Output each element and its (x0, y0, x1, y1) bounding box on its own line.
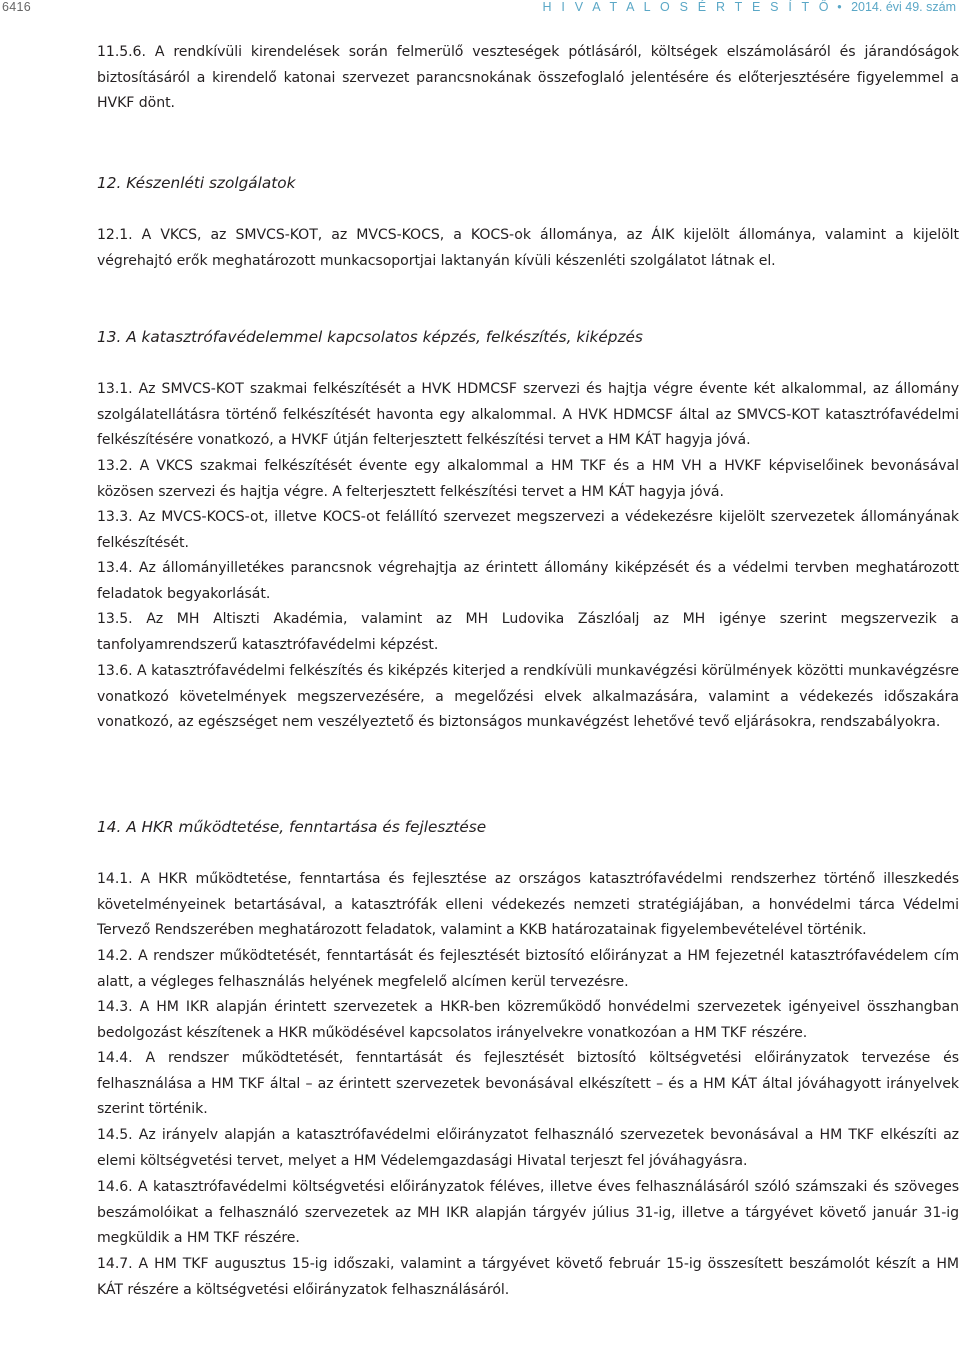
header-separator: • (837, 0, 842, 14)
paragraph-14-5: 14.5. Az irányelv alapján a katasztrófavédelmi előirányzatot felhasználó szervezetek bevonásával a HM TKF elkészíti az elemi költségvetési tervet, melyet a HM Védelemgazdasági Hivatal terjeszt fel jóváhagyásra. (97, 1127, 959, 1169)
journal-title: H I V A T A L O S É R T E S Í T Ő (542, 0, 832, 14)
issue-number: 2014. évi 49. szám (851, 0, 956, 14)
page-number: 6416 (2, 0, 32, 14)
paragraph-13-4: 13.4. Az állományilletékes parancsnok végrehajtja az érintett állomány kiképzését és a védelmi tervben meghatározott feladatok begyakorlását. (97, 560, 959, 602)
paragraph-14-2: 14.2. A rendszer működtetését, fenntartását és fejlesztését biztosító előirányzat a HM fejezetnél katasztrófavédelem cím alatt, a végleges felhasználás helyének megfelelő alcímen kerül tervezésre. (97, 948, 959, 990)
paragraph-13-2: 13.2. A VKCS szakmai felkészítését évente egy alkalommal a HM TKF és a HM VH a HVKF képviselőinek bevonásával közösen szervezi és hajtja végre. A felterjesztett felkészítési tervet a HM KÁT hagyja jóvá. (97, 458, 959, 500)
paragraph-11-5-6: 11.5.6. A rendkívüli kirendelések során felmerülő veszteségek pótlásáról, költségek elszámolásáról és járandóságok biztosításáról a kirendelő katonai szervezet parancsnokának összefoglaló jelentésére és előterjesztésére figyelemmel a HVKF dönt. (97, 44, 959, 112)
paragraph-13-1: 13.1. Az SMVCS-KOT szakmai felkészítését a HVK HDMCSF szervezi és hajtja végre évente két alkalommal, az állomány szolgálatellátásra történő felkészítését havonta egy alkalommal. A HVK HDMCSF által az SMVCS-KOT katasztrófavédelmi felkészítésére vonatkozó, a HVKF útján felterjesztett felkészítési tervet a HM KÁT hagyja jóvá. (97, 381, 959, 449)
paragraph-13-5: 13.5. Az MH Altiszti Akadémia, valamint az MH Ludovika Zászlóalj az MH igénye szerint megszervezik a tanfolyamrendszerű katasztrófavédelmi képzést. (97, 611, 959, 653)
section-heading-12: 12. Készenléti szolgálatok (97, 174, 296, 192)
paragraph-13-3: 13.3. Az MVCS-KOCS-ot, illetve KOCS-ot felállító szervezet megszervezi a védekezésre kijelölt szervezetek állományának felkészítését. (97, 509, 959, 551)
paragraph-12-1: 12.1. A VKCS, az SMVCS-KOT, az MVCS-KOCS, a KOCS-ok állománya, az ÁIK kijelölt állománya, valamint a kijelölt végrehajtó erők meghatározott munkacsoportjai laktanyán kívüli készenléti szolgálatot látnak el. (97, 227, 959, 269)
paragraph-14-7: 14.7. A HM TKF augusztus 15-ig időszaki, valamint a tárgyévet követő február 15-ig összesített beszámolót készít a HM KÁT részére a költségvetési előirányzatok felhasználásáról. (97, 1256, 959, 1298)
paragraph-14-1: 14.1. A HKR működtetése, fenntartása és fejlesztése az országos katasztrófavédelmi rendszerhez történő illeszkedés követelményeinek betartásával, a katasztrófák elleni védekezés nemzeti stratégiájában, a honvédelmi tárca Védelmi Tervező Rendszerében meghatározott feladatok, valamint a KKB határozatainak figyelembevételével történik. (97, 871, 959, 939)
paragraph-14-4: 14.4. A rendszer működtetését, fenntartását és fejlesztését biztosító költségvetési előirányzatok tervezése és felhasználása a HM TKF által – az érintett szervezetek bevonásával elkészített – és a HM KÁT által jóváhagyott irányelvek szerint történik. (97, 1050, 959, 1118)
journal-header (542, 0, 956, 14)
section-heading-14: 14. A HKR működtetése, fenntartása és fejlesztése (97, 818, 487, 836)
section-heading-13: 13. A katasztrófavédelemmel kapcsolatos képzés, felkészítés, kiképzés (97, 328, 643, 346)
paragraph-13-6: 13.6. A katasztrófavédelmi felkészítés és kiképzés kiterjed a rendkívüli munkavégzési körülmények közötti munkavégzésre vonatkozó követelmények megszervezésére, a megelőzési elvek alkalmazására, valamint a védekezés időszakára vonatkozó, az egészséget nem veszélyeztető és biztonságos munkavégzést lehetővé tevő eljárásokra, rendszabályokra. (97, 663, 959, 731)
paragraph-14-3: 14.3. A HM IKR alapján érintett szervezetek a HKR-ben közreműködő honvédelmi szervezetek igényeivel összhangban bedolgozást készítenek a HKR működésével kapcsolatos irányelvekre vonatkozóan a HM TKF részére. (97, 999, 959, 1041)
paragraph-14-6: 14.6. A katasztrófavédelmi költségvetési előirányzatok féléves, illetve éves felhasználásáról szóló számszaki és szöveges beszámolóikat a felhasználó szervezetek az MH IKR alapján tárgyév július 31-ig, illetve a tárgyévet követő január 31-ig megküldik a HM TKF részére. (97, 1179, 959, 1247)
running-header (0, 0, 960, 30)
